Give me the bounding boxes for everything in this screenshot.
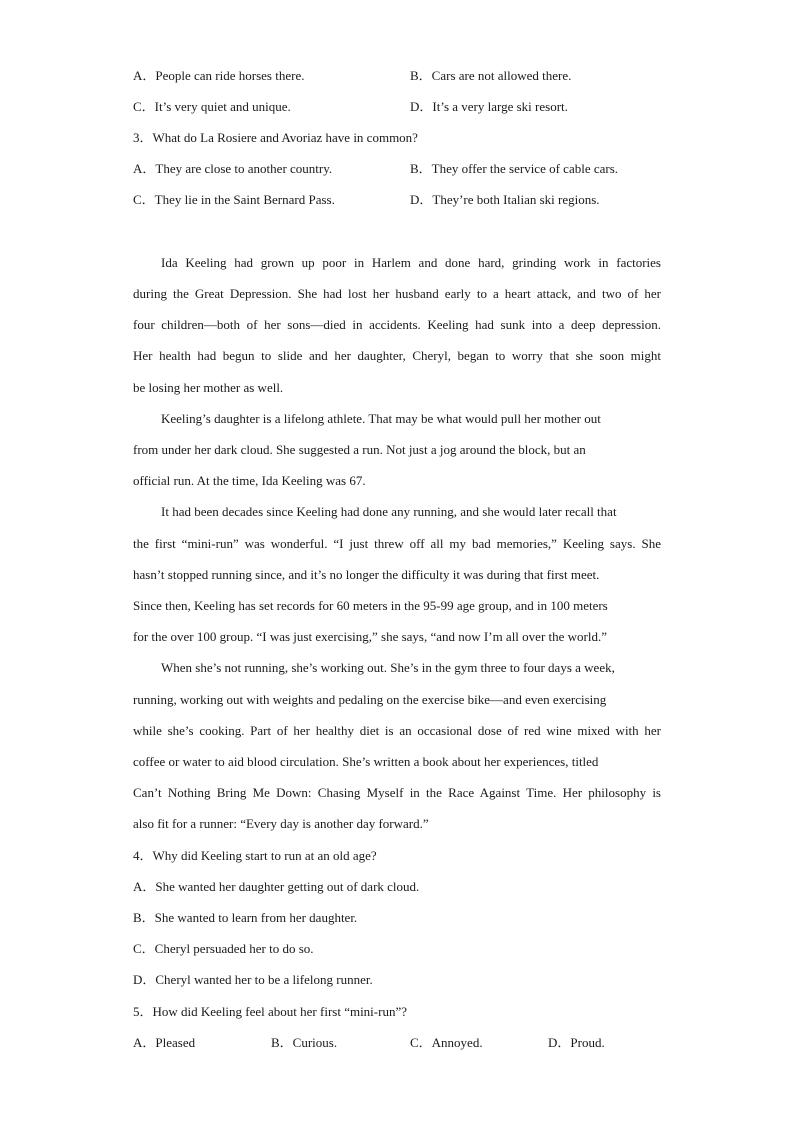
- q3-option-a: A．They are close to another country.: [133, 161, 333, 176]
- q4-option-b: B．She wanted to learn from her daughter.: [133, 910, 358, 925]
- q3-option-d: D．They’re both Italian ski regions.: [410, 192, 600, 207]
- q4-option-c: C．Cheryl persuaded her to do so.: [133, 941, 314, 956]
- q5-option-d: D．Proud.: [548, 1035, 605, 1050]
- q3-option-c: C．They lie in the Saint Bernard Pass.: [133, 192, 335, 207]
- paragraph-line: four children—both of her sons—died in accidents. Keeling had sunk into a deep depression.: [133, 317, 661, 332]
- q4-option-a: A．She wanted her daughter getting out of dark cloud.: [133, 879, 420, 894]
- q2-option-c: C．It’s very quiet and unique.: [133, 99, 291, 114]
- paragraph-line: the first “mini-run” was wonderful. “I just threw off all my bad memories,” Keeling says. She: [133, 536, 661, 551]
- q5-option-c: C．Annoyed.: [410, 1035, 483, 1050]
- q2-option-b: B．Cars are not allowed there.: [410, 68, 572, 83]
- q5-option-a: A．Pleased: [133, 1035, 196, 1050]
- q2-option-d: D．It’s a very large ski resort.: [410, 99, 568, 114]
- q5-stem: 5．How did Keeling feel about her first “mini-run”?: [133, 1004, 407, 1019]
- q4-stem: 4．Why did Keeling start to run at an old age?: [133, 848, 377, 863]
- paragraph-line: also fit for a runner: “Every day is another day forward.”: [133, 816, 429, 831]
- paragraph-line: coffee or water to aid blood circulation. She’s written a book about her experiences, titled: [133, 754, 599, 769]
- paragraph-line: Her health had begun to slide and her daughter, Cheryl, began to worry that she soon might: [133, 348, 661, 363]
- paragraph-line: be losing her mother as well.: [133, 380, 284, 395]
- paragraph-line: during the Great Depression. She had lost her husband early to a heart attack, and two of her: [133, 286, 661, 301]
- paragraph-line: official run. At the time, Ida Keeling was 67.: [133, 473, 366, 488]
- paragraph-line: while she’s cooking. Part of her healthy diet is an occasional dose of red wine mixed with her: [133, 723, 661, 738]
- q3-option-b: B．They offer the service of cable cars.: [410, 161, 619, 176]
- paragraph-line: Can’t Nothing Bring Me Down: Chasing Myself in the Race Against Time. Her philosophy is: [133, 785, 661, 800]
- q2-option-a: A．People can ride horses there.: [133, 68, 305, 83]
- paragraph-line: When she’s not running, she’s working out. She’s in the gym three to four days a week,: [161, 660, 615, 675]
- paragraph-line: Since then, Keeling has set records for 60 meters in the 95-99 age group, and in 100 meters: [133, 598, 608, 613]
- q4-option-d: D．Cheryl wanted her to be a lifelong runner.: [133, 972, 373, 987]
- paragraph-line: It had been decades since Keeling had done any running, and she would later recall that: [161, 504, 617, 519]
- paragraph-line: Keeling’s daughter is a lifelong athlete. That may be what would pull her mother out: [161, 411, 601, 426]
- paragraph-line: Ida Keeling had grown up poor in Harlem and done hard, grinding work in factories: [161, 255, 661, 270]
- paragraph-line: hasn’t stopped running since, and it’s no longer the difficulty it was during that first meet.: [133, 567, 600, 582]
- q3-stem: 3．What do La Rosiere and Avoriaz have in common?: [133, 130, 418, 145]
- q5-option-b: B．Curious.: [271, 1035, 338, 1050]
- paragraph-line: from under her dark cloud. She suggested a run. Not just a jog around the block, but an: [133, 442, 586, 457]
- paragraph-line: running, working out with weights and pedaling on the exercise bike—and even exercising: [133, 692, 607, 707]
- paragraph-line: for the over 100 group. “I was just exercising,” she says, “and now I’m all over the world.”: [133, 629, 607, 644]
